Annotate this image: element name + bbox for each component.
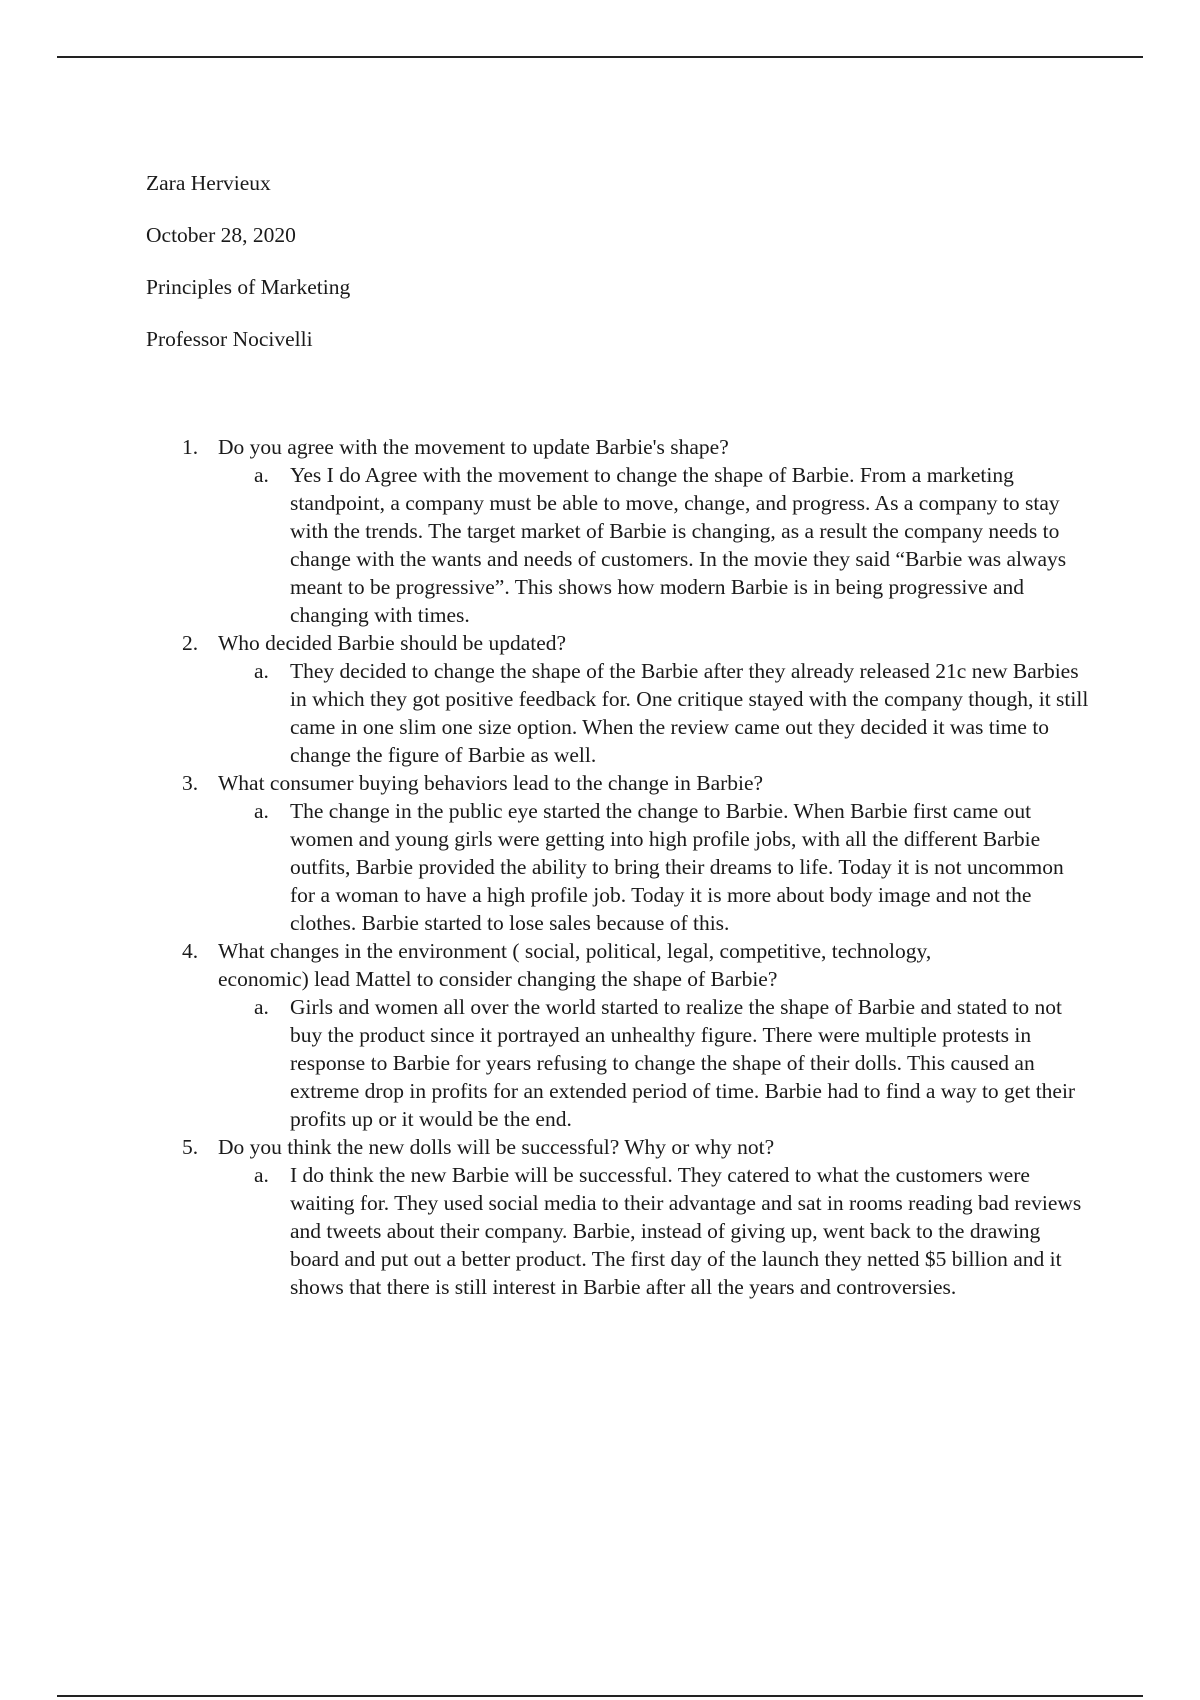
answer-text: I do think the new Barbie will be successful. They catered to what the customers were waiting for. They used social media to their advantage and sat in rooms reading bad reviews and tweets about their company. Barbie, instead of giving up, went back to the drawing board and put out a better product. The first day of the launch they netted $5 billion and it shows that there is still interest in Barbie after all the years and controversies. bbox=[290, 1163, 1082, 1299]
answer-wrapper-2 bbox=[146, 657, 1089, 769]
question-2 bbox=[146, 629, 1086, 657]
question-item-1 bbox=[146, 433, 1086, 629]
answer-marker: a. bbox=[254, 799, 269, 823]
question-number: 2. bbox=[182, 631, 199, 655]
question-item-5 bbox=[146, 1133, 1086, 1301]
question-text: What consumer buying behaviors lead to the change in Barbie? bbox=[218, 771, 764, 795]
question-text: Who decided Barbie should be updated? bbox=[218, 631, 567, 655]
question-1 bbox=[146, 433, 1086, 461]
answer-4 bbox=[218, 993, 1090, 1133]
bottom-rule bbox=[57, 1695, 1143, 1697]
answer-3 bbox=[218, 797, 1090, 937]
question-3 bbox=[146, 769, 1086, 797]
answer-2 bbox=[218, 657, 1090, 769]
answer-text: The change in the public eye started the change to Barbie. When Barbie first came out women and young girls were getting into high profile jobs, with all the different Barbie outfits, Barbie provided the ability to bring their dreams to life. Today it is not uncommon for a woman to have a high profile job. Today it is more about body image and not the clothes. Barbie started to lose sales because of this. bbox=[290, 799, 1064, 935]
answer-text: They decided to change the shape of the Barbie after they already released 21c new Barbies in which they got positive feedback for. One critique stayed with the company though, it still came in one slim one size option. When the review came out they decided it was time to change the figure of Barbie as well. bbox=[290, 659, 1089, 767]
question-text: Do you think the new dolls will be successful? Why or why not? bbox=[218, 1135, 775, 1159]
answer-marker: a. bbox=[254, 995, 269, 1019]
question-list bbox=[146, 433, 1089, 1301]
course-name: Principles of Marketing bbox=[146, 275, 351, 299]
top-rule bbox=[57, 56, 1143, 58]
student-name: Zara Hervieux bbox=[146, 171, 271, 195]
question-item-4 bbox=[146, 937, 1086, 1133]
question-number: 1. bbox=[182, 435, 199, 459]
answer-text: Girls and women all over the world started to realize the shape of Barbie and stated to not buy the product since it portrayed an unhealthy figure. There were multiple protests in response to Barbie for years refusing to change the shape of their dolls. This caused an extreme drop in profits for an extended period of time. Barbie had to find a way to get their profits up or it would be the end. bbox=[290, 995, 1076, 1131]
question-4 bbox=[146, 937, 1018, 993]
question-item-2 bbox=[146, 629, 1089, 769]
question-5 bbox=[146, 1133, 1086, 1161]
question-item-3 bbox=[146, 769, 1086, 937]
question-number: 5. bbox=[182, 1135, 199, 1159]
answer-5 bbox=[218, 1161, 1090, 1301]
professor-name: Professor Nocivelli bbox=[146, 327, 313, 351]
answer-wrapper-5 bbox=[146, 1161, 1086, 1301]
answer-wrapper-1 bbox=[146, 461, 1086, 629]
answer-marker: a. bbox=[254, 659, 269, 683]
document-header bbox=[146, 170, 350, 378]
question-text: Do you agree with the movement to update Barbie's shape? bbox=[218, 435, 729, 459]
answer-wrapper-4 bbox=[146, 993, 1086, 1133]
question-number: 4. bbox=[182, 939, 199, 963]
answer-text: Yes I do Agree with the movement to change the shape of Barbie. From a marketing standpoint, a company must be able to move, change, and progress. As a company to stay with the trends. The target market of Barbie is changing, as a result the company needs to change with the wants and needs of customers. In the movie they said “Barbie was always meant to be progressive”. This shows how modern Barbie is in being progressive and changing with times. bbox=[290, 463, 1067, 627]
question-number: 3. bbox=[182, 771, 199, 795]
answer-marker: a. bbox=[254, 463, 269, 487]
answer-wrapper-3 bbox=[146, 797, 1086, 937]
document-date: October 28, 2020 bbox=[146, 223, 296, 247]
answer-marker: a. bbox=[254, 1163, 269, 1187]
question-text: What changes in the environment ( social, political, legal, competitive, technology, economic) lead Mattel to consider changing the shape of Barbie? bbox=[218, 939, 932, 991]
answer-1 bbox=[218, 461, 1090, 629]
